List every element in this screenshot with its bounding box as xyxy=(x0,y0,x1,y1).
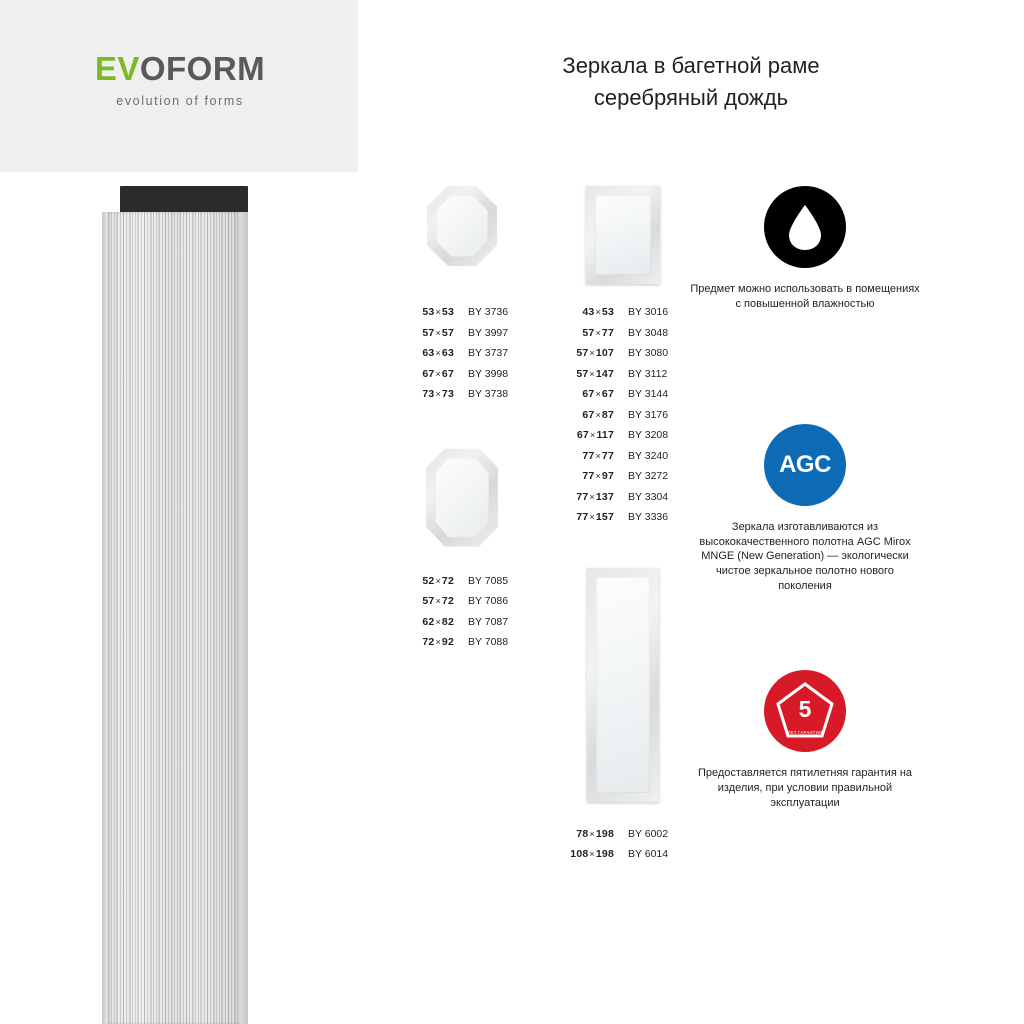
features-column xyxy=(690,186,920,810)
title-panel xyxy=(358,0,1024,172)
feature-guarantee-caption: Предоставляется пятилетняя гарантия на изделия, при условии правильной эксплуатации xyxy=(697,766,913,809)
octagon-small-block xyxy=(388,186,536,405)
rect-tall-size-table xyxy=(548,824,698,865)
table-row xyxy=(388,591,536,612)
table-row xyxy=(548,824,698,845)
table-row xyxy=(388,302,536,323)
page-title xyxy=(358,50,1024,114)
size-dim: 77×77 xyxy=(582,449,614,462)
size-article: BY 3736 xyxy=(468,306,509,318)
table-row xyxy=(548,844,698,865)
size-dim: 57×57 xyxy=(422,326,454,339)
octagon-tall-block xyxy=(388,449,536,653)
table-row xyxy=(548,425,698,446)
size-article: BY 6014 xyxy=(628,848,669,860)
size-dim: 57×72 xyxy=(422,595,454,607)
size-article: BY 3176 xyxy=(628,408,669,421)
size-article: BY 3208 xyxy=(628,429,669,441)
size-dim: 67×87 xyxy=(582,408,614,421)
size-article: BY 3112 xyxy=(628,367,668,380)
table-row xyxy=(388,323,536,344)
table-row xyxy=(548,466,698,487)
size-dim: 62×82 xyxy=(422,615,454,628)
table-row xyxy=(548,323,698,344)
size-dim: 57×107 xyxy=(576,347,614,359)
size-article: BY 3272 xyxy=(628,470,669,482)
rectangular-mirror-tall-icon xyxy=(587,568,659,802)
moulding-texture xyxy=(102,212,248,1024)
rect-tall-figure xyxy=(548,568,698,802)
mirror-glass xyxy=(595,195,651,275)
feature-agc xyxy=(690,424,920,594)
page-header xyxy=(0,0,1024,172)
size-article: BY 3738 xyxy=(468,388,509,400)
octagon-mirror-tall-icon xyxy=(426,449,498,547)
size-article: BY 3144 xyxy=(628,388,669,400)
size-dim: 78×198 xyxy=(576,827,614,840)
table-row xyxy=(548,302,698,323)
table-row xyxy=(388,343,536,364)
rect-tall-block xyxy=(548,568,698,865)
agc-badge xyxy=(764,424,846,506)
page-title-line1: Зеркала в багетной раме xyxy=(562,53,820,78)
table-row xyxy=(388,612,536,633)
size-article: BY 7086 xyxy=(468,595,509,607)
table-row xyxy=(388,571,536,592)
size-dim: 53×53 xyxy=(422,306,454,318)
table-row xyxy=(548,487,698,508)
feature-agc-caption: Зеркала изготавливаются из высококачественного полотна AGC Mirox MNGE (New Generation) — экологически чистое зеркальное полотно нового поколения xyxy=(699,520,911,593)
size-dim: 67×67 xyxy=(582,388,614,400)
table-row xyxy=(388,632,536,653)
logo-wordmark-prefix: EV xyxy=(94,50,140,87)
table-row xyxy=(548,364,698,385)
size-article: BY 7088 xyxy=(468,636,509,648)
page-title-line2: серебряный дождь xyxy=(593,84,789,110)
five-year-guarantee-icon xyxy=(774,680,836,742)
size-article: BY 3016 xyxy=(628,306,669,318)
size-dim: 77×157 xyxy=(576,511,614,523)
size-dim: 43×53 xyxy=(582,306,614,318)
table-row xyxy=(388,364,536,385)
moulding-top-cap xyxy=(120,186,248,212)
octagon-tall-size-table xyxy=(388,571,536,653)
size-article: BY 6002 xyxy=(628,827,669,840)
size-article: BY 3997 xyxy=(468,326,509,339)
size-dim: 52×72 xyxy=(422,574,454,587)
guarantee-sub-label: ЛЕТ ГАРАНТИИ xyxy=(787,729,823,735)
octagon-tall-figure xyxy=(388,449,536,547)
table-row xyxy=(548,343,698,364)
size-dim: 73×73 xyxy=(422,388,454,400)
logo-wordmark xyxy=(60,52,300,85)
table-row xyxy=(548,384,698,405)
size-article: BY 7085 xyxy=(468,574,509,587)
moulding-left-edge xyxy=(102,212,107,1024)
octagon-mirror-small-icon xyxy=(427,186,497,266)
size-dim: 108×198 xyxy=(570,848,614,860)
octagon-small-figure xyxy=(388,186,536,266)
logo-tagline: evolution of forms xyxy=(116,94,244,108)
table-row xyxy=(548,405,698,426)
water-drop-badge xyxy=(764,186,846,268)
rectangular-mirror-icon xyxy=(586,186,660,284)
size-dim: 67×67 xyxy=(422,367,454,380)
octagon-mirrors-column xyxy=(388,186,536,653)
size-article: BY 3336 xyxy=(628,511,669,523)
octagon-small-size-table xyxy=(388,302,536,405)
agc-logo-icon: AGC xyxy=(779,450,831,478)
rect-small-size-table xyxy=(548,302,698,528)
size-article: BY 3048 xyxy=(628,326,669,339)
moulding-right-edge xyxy=(240,212,248,1024)
feature-moisture xyxy=(690,186,920,312)
table-row xyxy=(548,507,698,528)
mirror-glass xyxy=(436,195,488,257)
logo-wordmark-suffix: OFORM xyxy=(139,50,266,87)
mirror-glass xyxy=(596,577,650,793)
size-article: BY 3998 xyxy=(468,367,509,380)
size-dim: 77×97 xyxy=(582,470,614,482)
size-dim: 72×92 xyxy=(422,636,454,648)
size-dim: 57×77 xyxy=(582,326,614,339)
size-article: BY 3304 xyxy=(628,490,669,503)
feature-guarantee xyxy=(690,670,920,811)
size-dim: 77×137 xyxy=(576,490,614,503)
guarantee-badge xyxy=(764,670,846,752)
water-drop-icon xyxy=(785,202,825,252)
mirror-glass xyxy=(435,458,489,538)
size-dim: 67×117 xyxy=(576,429,614,441)
table-row xyxy=(388,384,536,405)
moulding-profile-image xyxy=(102,186,248,1024)
size-dim: 63×63 xyxy=(422,347,454,359)
size-dim: 57×147 xyxy=(576,367,614,380)
feature-moisture-caption: Предмет можно использовать в помещениях с повышенной влажностью xyxy=(690,283,920,310)
rect-small-block xyxy=(548,186,698,528)
rect-small-figure xyxy=(548,186,698,284)
logo-panel xyxy=(0,0,358,172)
size-article: BY 7087 xyxy=(468,615,509,628)
size-article: BY 3737 xyxy=(468,347,509,359)
rectangular-mirrors-column xyxy=(548,186,698,865)
size-article: BY 3240 xyxy=(628,449,669,462)
brand-logo xyxy=(60,52,300,108)
table-row xyxy=(548,446,698,467)
guarantee-number: 5 xyxy=(798,695,812,722)
size-article: BY 3080 xyxy=(628,347,669,359)
